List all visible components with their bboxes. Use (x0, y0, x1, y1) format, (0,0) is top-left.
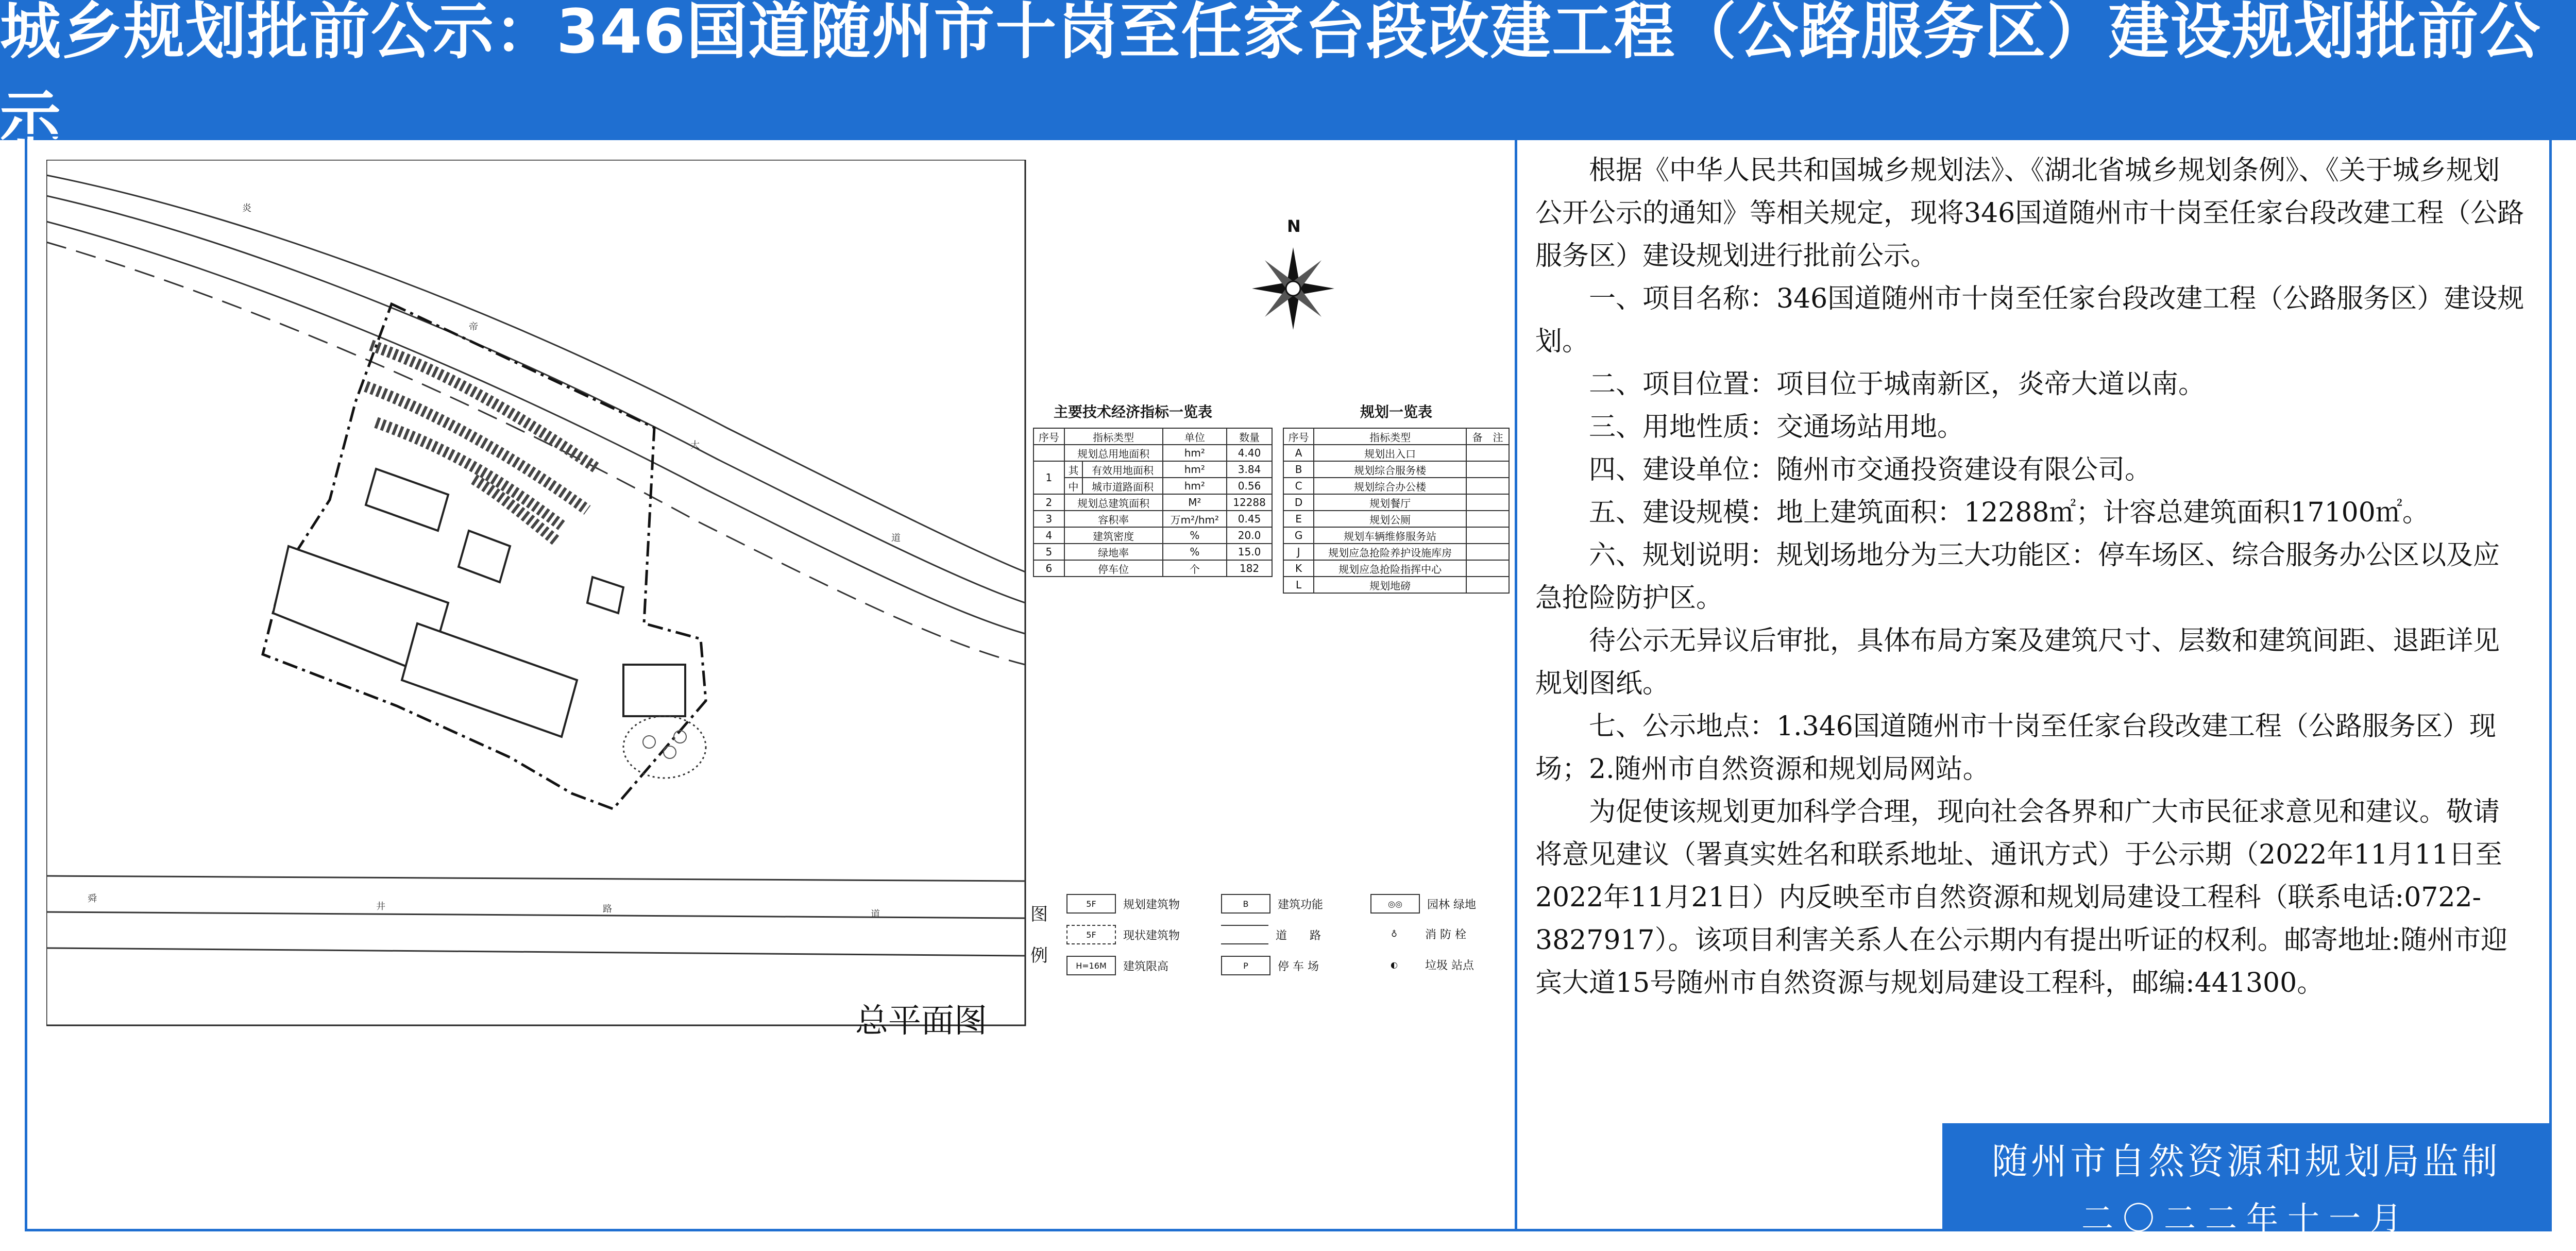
legend (1030, 894, 1515, 987)
legend-symbol: 5F (1066, 925, 1116, 944)
table-cell: 规划综合服务楼 (1314, 461, 1466, 478)
road-label: 道 (891, 533, 901, 544)
legend-item (1221, 925, 1321, 944)
table-header: 数量 (1227, 428, 1272, 445)
notice-paragraph: 根据《中华人民共和国城乡规划法》、《湖北省城乡规划条例》、《关于城乡规划公开公示的通知》等相关规定，现将346国道随州市十岗至任家台段改建工程（公路服务区）建设规划进行批前公示。 (1535, 155, 2524, 272)
plan-table-title: 规划一览表 (1360, 403, 1433, 420)
table-header: 指标类型 (1314, 428, 1466, 445)
road-label: 舜 (88, 893, 97, 904)
table-row (1033, 478, 1272, 494)
table-cell: 中 (1064, 478, 1083, 494)
table-header: 单位 (1163, 428, 1227, 445)
plan-table (1283, 428, 1510, 594)
table-cell: 12288 (1227, 494, 1272, 511)
notice-paragraph: 四、建设单位：随州市交通投资建设有限公司。 (1589, 454, 2152, 485)
table-cell: E (1283, 511, 1314, 527)
table-row (1283, 478, 1509, 494)
table-cell: A (1283, 445, 1314, 461)
legend-item (1221, 894, 1323, 914)
table-row (1033, 494, 1272, 511)
legend-label: 停 车 场 (1278, 960, 1319, 973)
table-cell: 城市道路面积 (1082, 478, 1162, 494)
notice-paragraph: 六、规划说明：规划场地分为三大功能区：停车场区、综合服务办公区以及应急抢险防护区。 (1535, 540, 2500, 614)
road-label: 帝 (469, 322, 478, 332)
issue-date: 二〇二二年十一月 (2081, 1199, 2411, 1237)
notice-paragraph: 一、项目名称：346国道随州市十岗至任家台段改建工程（公路服务区）建设规划。 (1535, 283, 2524, 357)
table-cell: 0.45 (1227, 511, 1272, 527)
road-label: 路 (603, 904, 612, 915)
legend-label: 垃圾 站点 (1425, 959, 1474, 972)
table-row (1033, 527, 1272, 544)
table-cell: 20.0 (1227, 527, 1272, 544)
legend-symbol (1221, 925, 1268, 944)
legend-symbol: P (1221, 956, 1270, 975)
table-cell: 4 (1033, 527, 1064, 544)
table-row (1033, 461, 1272, 478)
issuer-footer (1942, 1123, 2550, 1237)
table-header: 指标类型 (1064, 428, 1163, 445)
table-row (1283, 511, 1509, 527)
notice-paragraph: 七、公示地点：1.346国道随州市十岗至任家台段改建工程（公路服务区）现场；2.随州市自然资源和规划局网站。 (1535, 711, 2496, 785)
building-toilet (587, 577, 623, 613)
table-cell: C (1283, 478, 1314, 494)
table-cell: 15.0 (1227, 544, 1272, 560)
legend-item (1370, 894, 1476, 914)
table-cell: 5 (1033, 544, 1064, 560)
notice-paragraph: 二、项目位置：项目位于城南新区，炎帝大道以南。 (1589, 369, 2206, 400)
table-cell: 3 (1033, 511, 1064, 527)
table-cell: 规划公厕 (1314, 511, 1466, 527)
table-cell: M² (1163, 494, 1227, 511)
legend-item (1066, 894, 1180, 914)
table-row (1283, 461, 1509, 478)
page-title: 城乡规划批前公示：346国道随州市十岗至任家台段改建工程（公路服务区）建设规划批前公示 (0, 0, 2576, 140)
legend-symbol: B (1221, 894, 1270, 914)
legend-label: 现状建筑物 (1123, 929, 1180, 942)
table-cell: 规划餐厅 (1314, 494, 1466, 511)
notice-paragraph: 五、建设规模：地上建筑面积：12288㎡；计容总建筑面积17100㎡。 (1589, 497, 2429, 528)
spec-table-title: 主要技术经济指标一览表 (1054, 403, 1213, 420)
table-header-row (1033, 428, 1272, 445)
road-label: 井 (376, 901, 385, 912)
table-cell: 1 (1033, 461, 1064, 494)
table-header: 序号 (1033, 428, 1064, 445)
legend-symbol: ◎◎ (1370, 894, 1420, 914)
legend-label: 道 路 (1276, 929, 1321, 942)
legend-item (1066, 925, 1180, 944)
legend-label: 建筑功能 (1278, 898, 1324, 911)
legend-label: 建筑限高 (1123, 960, 1169, 973)
table-cell: 万m²/hm² (1163, 511, 1227, 527)
table-row (1283, 577, 1509, 593)
table-cell: J (1283, 544, 1314, 560)
road-label: 道 (871, 909, 880, 920)
notice-paragraph: 为促使该规划更加科学合理，现向社会各界和广大市民征求意见和建议。敬请将意见建议（署真实姓名和联系地址、通讯方式）于公示期（2022年11月11日至2022年11月21日）内反映至市自然资源和规划局建设工程科（联系电话:0722-3827917）。该项目利害关系人在公示期内有提出听证的权利。邮寄地址:随州市迎宾大道15号随州市自然资源与规划局建设工程科，邮编:441300。 (1535, 797, 2508, 999)
legend-symbol: 5F (1066, 894, 1116, 914)
table-cell: L (1283, 577, 1314, 593)
notice-paragraph: 待公示无异议后审批，具体布局方案及建筑尺寸、层数和建筑间距、退距详见规划图纸。 (1535, 626, 2500, 699)
table-row (1033, 445, 1272, 461)
north-arrow (1252, 247, 1334, 330)
drawing-caption: 总平面图 (855, 1002, 987, 1040)
table-cell: G (1283, 527, 1314, 544)
table-cell: 6 (1033, 560, 1064, 577)
table-cell: 规划车辆维修服务站 (1314, 527, 1466, 544)
table-row (1283, 445, 1509, 461)
building-restaurant (459, 531, 510, 582)
notice-paragraph: 三、用地性质：交通场站用地。 (1589, 412, 1964, 443)
table-header: 序号 (1283, 428, 1314, 445)
table-row (1033, 560, 1272, 577)
legend-item (1370, 956, 1474, 973)
table-row (1283, 494, 1509, 511)
table-cell: 建筑密度 (1064, 527, 1163, 544)
table-cell: hm² (1163, 445, 1227, 461)
legend-title: 图例 (1030, 904, 1048, 966)
table-row (1283, 544, 1509, 560)
table-cell: 3.84 (1227, 461, 1272, 478)
building-repair (623, 665, 685, 716)
table-cell: D (1283, 494, 1314, 511)
table-cell: 规划总建筑面积 (1064, 494, 1163, 511)
buildings (273, 469, 685, 737)
issuer-name: 随州市自然资源和规划局监制 (1992, 1140, 2501, 1182)
table-cell: 2 (1033, 494, 1064, 511)
site-plan-svg (46, 160, 1530, 1190)
table-cell: 规划应急抢险指挥中心 (1314, 560, 1466, 577)
legend-item (1370, 925, 1466, 942)
table-cell: % (1163, 544, 1227, 560)
table-row (1033, 544, 1272, 560)
legend-item (1221, 956, 1319, 975)
table-cell: 个 (1163, 560, 1227, 577)
table-cell: % (1163, 527, 1227, 544)
table-cell: 0.56 (1227, 478, 1272, 494)
spec-table (1033, 428, 1273, 577)
table-cell: 规划地磅 (1314, 577, 1466, 593)
table-cell: hm² (1163, 461, 1227, 478)
table-cell: 规划综合办公楼 (1314, 478, 1466, 494)
table-header: 备 注 (1466, 428, 1509, 445)
table-cell: hm² (1163, 478, 1227, 494)
table-cell: K (1283, 560, 1314, 577)
table-header-row (1283, 428, 1509, 445)
legend-label: 消 防 栓 (1425, 928, 1466, 941)
legend-symbol: ♁ (1391, 928, 1397, 939)
road-label: 炎 (242, 203, 251, 214)
table-cell: 其 (1064, 461, 1083, 478)
road-label: 大 (690, 440, 700, 451)
table-cell: 绿地率 (1064, 544, 1163, 560)
legend-label: 规划建筑物 (1123, 898, 1180, 911)
table-cell: 规划应急抢险养护设施库房 (1314, 544, 1466, 560)
drawing-border (46, 160, 1025, 1025)
table-cell: 容积率 (1064, 511, 1163, 527)
north-label: N (1287, 216, 1301, 236)
legend-symbol: ◐ (1391, 959, 1398, 970)
legend-symbol: H=16M (1066, 956, 1116, 975)
table-cell: 4.40 (1227, 445, 1272, 461)
building-d (366, 469, 448, 531)
main-road (46, 175, 1025, 665)
legend-item (1066, 956, 1168, 975)
legend-label: 园林 绿地 (1427, 898, 1476, 911)
table-cell: 规划总用地面积 (1064, 445, 1163, 461)
table-cell: B (1283, 461, 1314, 478)
table-cell: 182 (1227, 560, 1272, 577)
table-cell: 停车位 (1064, 560, 1163, 577)
table-cell: 有效用地面积 (1082, 461, 1162, 478)
table-row (1283, 560, 1509, 577)
notice-text (1535, 149, 2524, 1005)
site-plan-drawing (46, 160, 1530, 1190)
table-row (1033, 511, 1272, 527)
table-cell: 规划出入口 (1314, 445, 1466, 461)
table-row (1283, 527, 1509, 544)
